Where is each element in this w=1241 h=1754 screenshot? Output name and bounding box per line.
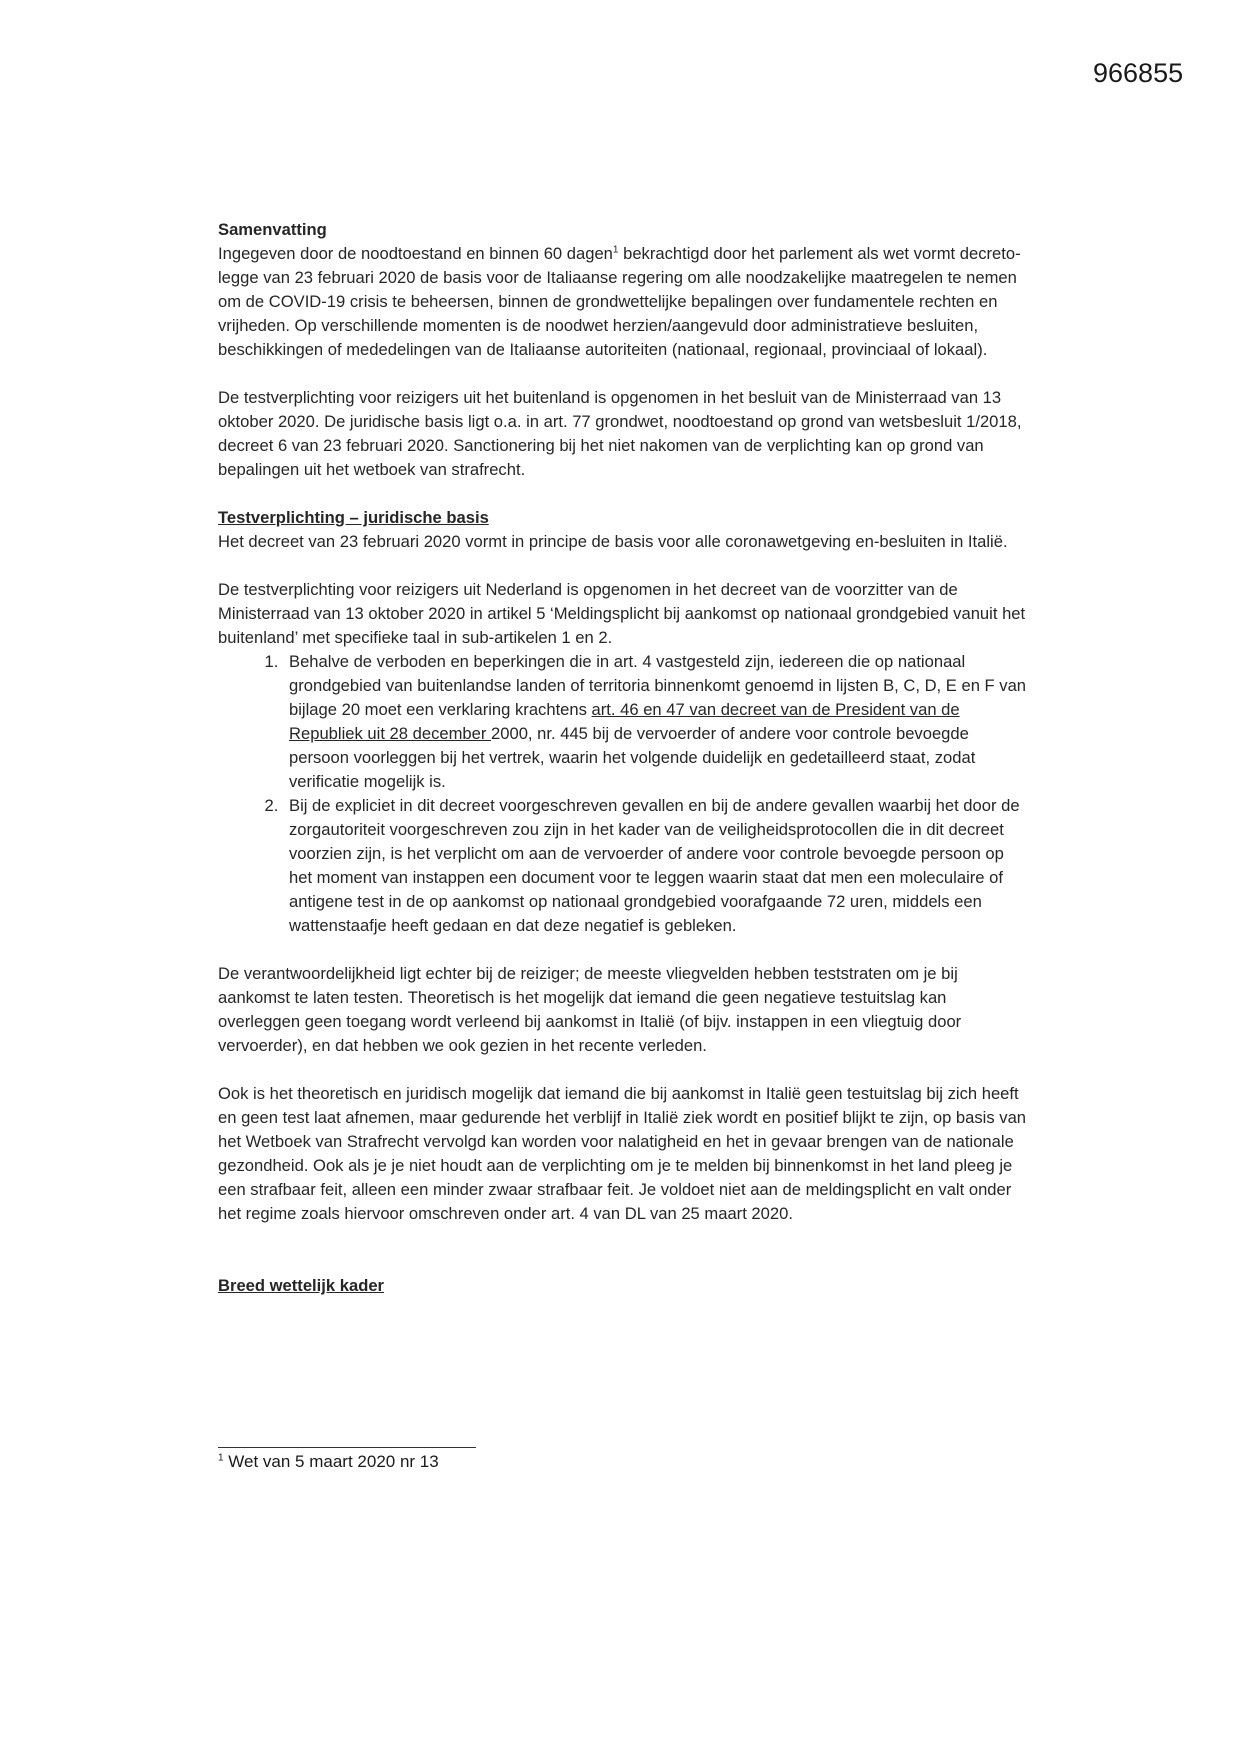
footnote-separator <box>218 1447 476 1448</box>
footnote-ref: 1 <box>612 244 619 256</box>
footnote <box>218 1452 439 1472</box>
article-list <box>218 650 1030 938</box>
legal-basis-paragraph-2: De testverplichting voor reizigers uit Nederland is opgenomen in het decreet van de voorzitter van de Ministerraad van 13 oktober 2020 in artikel 5 ‘Meldingsplicht bij aankomst op nationaal grondgebied vanuit het buitenland’ met specifieke taal in sub-artikelen 1 en 2. <box>218 580 1026 647</box>
legal-basis-paragraph-3: De verantwoordelijkheid ligt echter bij de reiziger; de meeste vliegvelden hebben teststraten om je bij aankomst te laten testen. Theoretisch is het mogelijk dat iemand die geen negatieve testuitslag kan overleggen geen toegang wordt verleend bij aankomst in Italië (of bijv. instappen in een vliegtuig door vervoerder), en dat hebben we ook gezien in het recente verleden. <box>218 964 962 1055</box>
article-item-1-text-b: 2000, nr. 445 bij de vervoerder of andere voor controle bevoegde persoon voorleggen bij het vertrek, waarin het volgende duidelijk en gedetailleerd staat, zodat verificatie mogelijk is. <box>289 724 976 791</box>
article-item-2-text: Bij de expliciet in dit decreet voorgeschreven gevallen en bij de andere gevallen waarbij het door de zorgautoriteit voorgeschreven zou zijn in het kader van de veiligheidsprotocollen die in dit decreet voorzien zijn, is het verplicht om aan de vervoerder of andere voor controle bevoegde persoon op het moment van instappen een document voor te leggen waarin staat dat men een moleculaire of antigene test in de op aankomst op nationaal grondgebied voorafgaande 72 uren, middels een wattenstaafje heeft gedaan en dat deze negatief is gebleken. <box>289 796 1020 935</box>
legal-basis-paragraph-4: Ook is het theoretisch en juridisch mogelijk dat iemand die bij aankomst in Italië geen testuitslag bij zich heeft en geen test laat afnemen, maar gedurende het verblijf in Italië ziek wordt en positief blijkt te zijn, op basis van het Wetboek van Strafrecht vervolgd kan worden voor nalatigheid en het in gevaar brengen van de nationale gezondheid. Ook als je je niet houdt aan de verplichting om je te melden bij binnenkomst in het land pleeg je een strafbaar feit, alleen een minder zwaar strafbaar feit. Je voldoet niet aan de meldingsplicht en valt onder het regime zoals hiervoor omschreven onder art. 4 van DL van 25 maart 2020. <box>218 1084 1027 1223</box>
legal-basis-paragraph-1: Het decreet van 23 februari 2020 vormt in principe de basis voor alle coronawetgeving en-besluiten in Italië. <box>218 532 1008 551</box>
article-item-2 <box>283 794 1030 938</box>
summary-heading: Samenvatting <box>218 220 327 239</box>
article-item-1-reference: art. 46 en 47 van decreet van de President van de Republiek uit 28 december <box>289 700 960 743</box>
article-item-1 <box>283 650 1030 794</box>
framework-heading: Breed wettelijk kader <box>218 1276 385 1295</box>
summary-paragraph-2: De testverplichting voor reizigers uit het buitenland is opgenomen in het besluit van de Ministerraad van 13 oktober 2020. De juridische basis ligt o.a. in art. 77 grondwet, noodtoestand op grond van wetsbesluit 1/2018, decreet 6 van 23 februari 2020. Sanctionering bij het niet nakomen van de verplichting kan op grond van bepalingen uit het wetboek van strafrecht. <box>218 388 1022 479</box>
summary-paragraph-1 <box>218 242 1030 362</box>
footnote-text: Wet van 5 maart 2020 nr 13 <box>223 1452 439 1471</box>
footnote-marker: 1 <box>218 1452 224 1464</box>
page-number: 966855 <box>1093 58 1184 88</box>
article-item-1-text-a: Behalve de verboden en beperkingen die in art. 4 vastgesteld zijn, iedereen die op nationaal grondgebied van buitenlandse landen of territoria binnenkomt genoemd in lijsten B, C, D, E en F van bijlage 20 moet een verklaring krachtens <box>289 652 1027 719</box>
summary-paragraph-1-text-b: bekrachtigd door het parlement als wet vormt decreto-legge van 23 februari 2020 de basis voor de Italiaanse regering om alle noodzakelijke maatregelen te nemen om de COVID-19 crisis te beheersen, binnen de grondwettelijke bepalingen over fundamentele rechten en vrijheden. Op verschillende momenten is de noodwet herzien/aangevuld door administratieve besluiten, beschikkingen of mededelingen van de Italiaanse autoriteiten (nationaal, regionaal, provinciaal of lokaal). <box>218 244 1021 359</box>
document-body <box>218 218 1030 1298</box>
summary-paragraph-1-text-a: Ingegeven door de noodtoestand en binnen 60 dagen <box>218 244 613 263</box>
legal-basis-heading: Testverplichting – juridische basis <box>218 508 489 527</box>
